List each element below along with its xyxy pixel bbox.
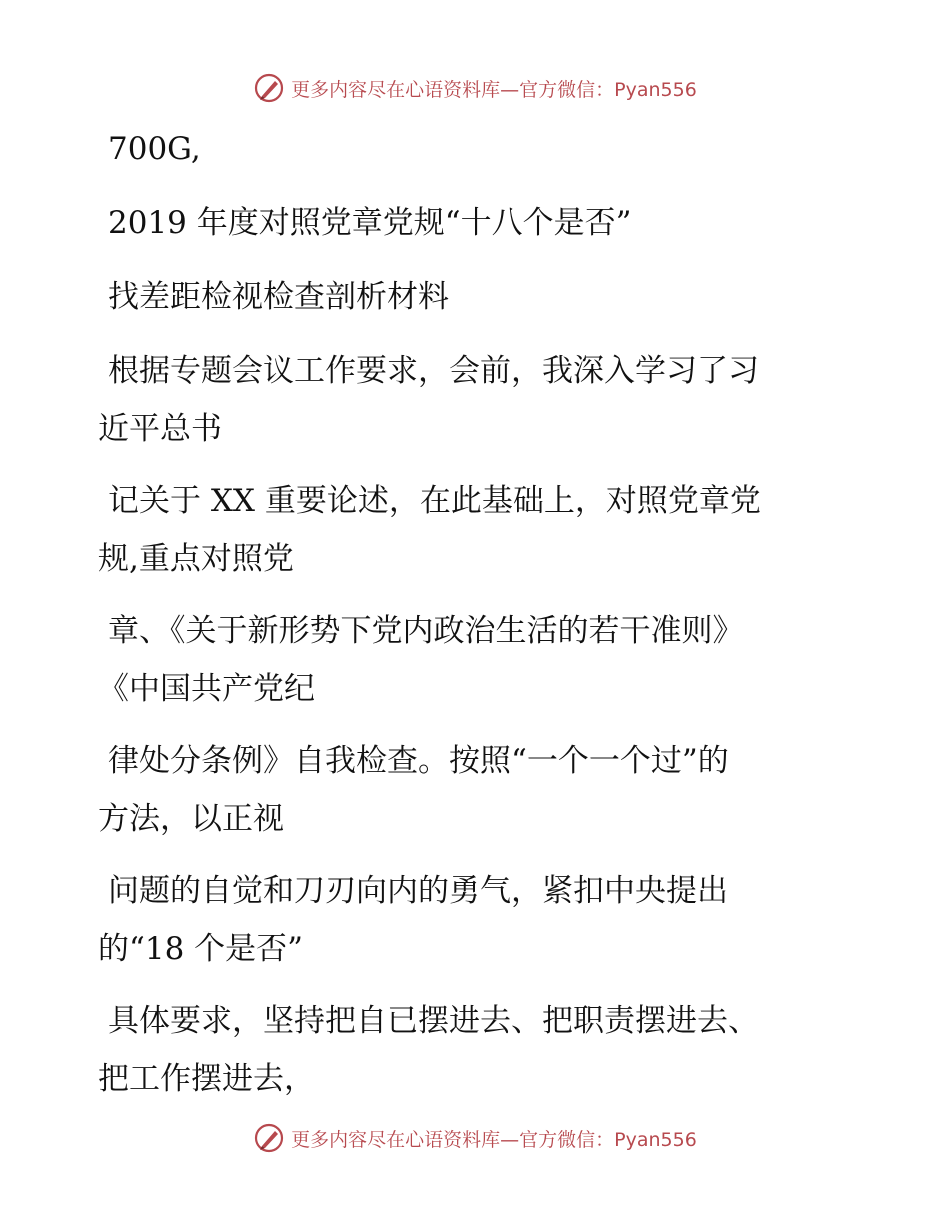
paragraph-9 (98, 992, 838, 1108)
watermark-text: 更多内容尽在心语资料库—官方微信：Pyan556 (291, 1128, 697, 1151)
header-watermark (0, 72, 950, 104)
pen-logo-icon (253, 1122, 285, 1154)
line-text: 找差距检视检查剖析材料 (108, 279, 449, 315)
line-text-continued: 把工作摆进去， (98, 1061, 315, 1097)
line-text: 2019 年度对照党章党规“十八个是否” (108, 205, 632, 241)
line-text-continued: 规,重点对照党 (98, 541, 294, 577)
paragraph-7 (98, 732, 838, 848)
line-text: 根据专题会议工作要求，会前，我深入学习了习 (108, 353, 759, 389)
line-text: 具体要求，坚持把自已摆进去、把职责摆进去、 (108, 1003, 759, 1039)
pen-logo-icon (253, 72, 285, 104)
line-text: 问题的自觉和刀刃向内的勇气，紧扣中央提出 (108, 873, 728, 909)
line-text: 章、《关于新形势下党内政治生活的若干准则》 (108, 613, 744, 649)
paragraph-2 (98, 194, 838, 252)
line-text: 700G, (108, 131, 201, 167)
line-text: 记关于 XX 重要论述，在此基础上，对照党章党 (108, 483, 761, 519)
paragraph-8 (98, 862, 838, 978)
footer-watermark (0, 1122, 950, 1154)
paragraph-5 (98, 472, 838, 588)
line-text-continued: 的“18 个是否” (98, 931, 303, 967)
paragraph-1 (98, 120, 838, 178)
paragraph-6 (98, 602, 838, 718)
line-text-continued: 《中国共产党纪 (98, 671, 315, 707)
line-text-continued: 方法，以正视 (98, 801, 284, 837)
line-text: 律处分条例》自我检查。按照“一个一个过”的 (108, 743, 729, 779)
document-body (98, 120, 838, 1122)
line-text-continued: 近平总书 (98, 411, 222, 447)
paragraph-4 (98, 342, 838, 458)
paragraph-3 (98, 268, 838, 326)
watermark-text: 更多内容尽在心语资料库—官方微信：Pyan556 (291, 78, 697, 101)
